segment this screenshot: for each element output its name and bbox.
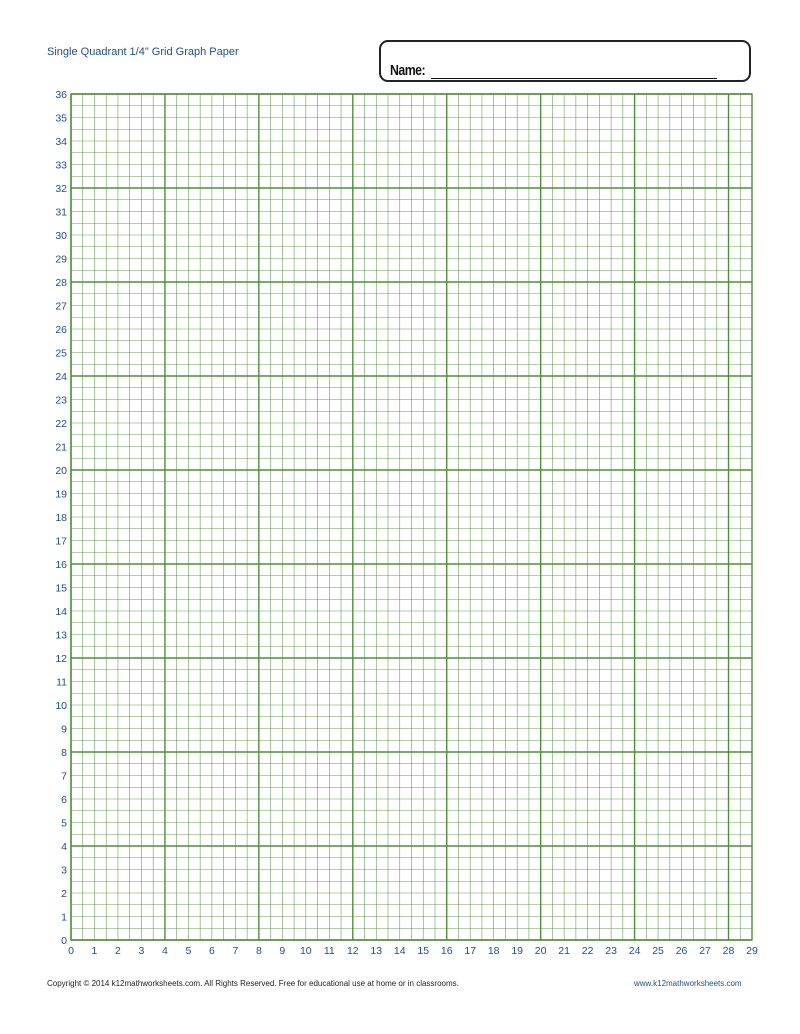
x-tick-label: 11 bbox=[323, 945, 335, 957]
y-tick-label: 20 bbox=[55, 465, 67, 477]
y-tick-label: 30 bbox=[55, 230, 67, 242]
y-tick-label: 10 bbox=[55, 700, 67, 712]
y-tick-label: 33 bbox=[55, 159, 67, 172]
website-link[interactable]: www.k12mathworksheets.com bbox=[634, 979, 742, 988]
x-tick-label: 26 bbox=[675, 945, 688, 957]
x-tick-label: 2 bbox=[115, 945, 121, 957]
y-tick-label: 21 bbox=[55, 441, 67, 454]
y-tick-label: 9 bbox=[61, 723, 67, 736]
x-tick-label: 12 bbox=[346, 945, 359, 957]
y-tick-label: 3 bbox=[61, 864, 67, 877]
x-tick-label: 6 bbox=[208, 945, 215, 957]
y-tick-label: 8 bbox=[61, 747, 67, 759]
y-tick-label: 23 bbox=[55, 394, 67, 407]
x-tick-label: 1 bbox=[91, 945, 98, 957]
x-tick-label: 25 bbox=[652, 945, 664, 957]
y-tick-label: 18 bbox=[55, 512, 67, 524]
x-tick-label: 16 bbox=[440, 945, 453, 957]
sheet-title: Single Quadrant 1/4" Grid Graph Paper bbox=[47, 46, 239, 58]
y-tick-label: 13 bbox=[55, 629, 67, 642]
x-tick-label: 29 bbox=[746, 945, 758, 957]
x-tick-label: 19 bbox=[511, 945, 524, 957]
x-tick-label: 13 bbox=[370, 945, 383, 957]
y-tick-label: 32 bbox=[55, 183, 67, 195]
y-tick-label: 19 bbox=[55, 488, 67, 501]
x-tick-label: 27 bbox=[699, 945, 711, 957]
y-tick-label: 12 bbox=[55, 653, 67, 665]
y-tick-label: 2 bbox=[61, 888, 67, 900]
y-tick-label: 25 bbox=[55, 347, 67, 360]
y-tick-label: 27 bbox=[55, 300, 67, 313]
x-tick-label: 9 bbox=[279, 945, 286, 957]
x-tick-label: 24 bbox=[628, 945, 641, 957]
y-tick-label: 14 bbox=[55, 606, 67, 618]
y-tick-label: 29 bbox=[55, 253, 67, 266]
y-tick-label: 15 bbox=[55, 582, 67, 595]
x-tick-label: 21 bbox=[558, 945, 570, 957]
y-tick-label: 17 bbox=[55, 535, 67, 548]
x-tick-label: 23 bbox=[605, 945, 617, 957]
x-tick-label: 28 bbox=[722, 945, 735, 957]
y-tick-label: 6 bbox=[61, 794, 67, 806]
y-tick-label: 22 bbox=[55, 418, 67, 430]
x-tick-label: 10 bbox=[299, 945, 312, 957]
y-tick-label: 35 bbox=[55, 112, 67, 125]
x-tick-label: 14 bbox=[393, 945, 406, 957]
x-tick-label: 5 bbox=[185, 945, 192, 957]
y-tick-label: 11 bbox=[56, 676, 67, 689]
x-tick-label: 15 bbox=[417, 945, 430, 957]
y-tick-label: 0 bbox=[61, 935, 67, 947]
y-tick-label: 31 bbox=[55, 206, 67, 219]
y-tick-label: 1 bbox=[61, 911, 67, 924]
x-tick-label: 4 bbox=[162, 945, 168, 957]
copyright-notice: Copyright © 2014 k12mathworksheets.com. All Rights Reserved. Free for educational use at home or in classrooms. bbox=[47, 979, 459, 988]
x-tick-label: 3 bbox=[138, 945, 145, 957]
y-tick-label: 5 bbox=[61, 817, 67, 830]
y-tick-label: 24 bbox=[55, 371, 67, 383]
y-tick-label: 36 bbox=[55, 89, 67, 101]
x-tick-label: 7 bbox=[232, 945, 239, 957]
y-tick-label: 26 bbox=[55, 324, 67, 336]
x-tick-label: 20 bbox=[534, 945, 547, 957]
y-tick-label: 28 bbox=[55, 277, 67, 289]
y-tick-label: 4 bbox=[61, 841, 67, 853]
x-tick-label: 8 bbox=[255, 945, 262, 957]
y-tick-label: 7 bbox=[61, 770, 67, 783]
x-tick-label: 22 bbox=[581, 945, 594, 957]
y-tick-label: 16 bbox=[55, 559, 67, 571]
x-tick-label: 0 bbox=[68, 945, 74, 957]
x-tick-label: 17 bbox=[464, 945, 477, 957]
name-label: Name: bbox=[390, 62, 426, 79]
y-tick-label: 34 bbox=[55, 136, 67, 148]
x-tick-label: 18 bbox=[487, 945, 500, 957]
